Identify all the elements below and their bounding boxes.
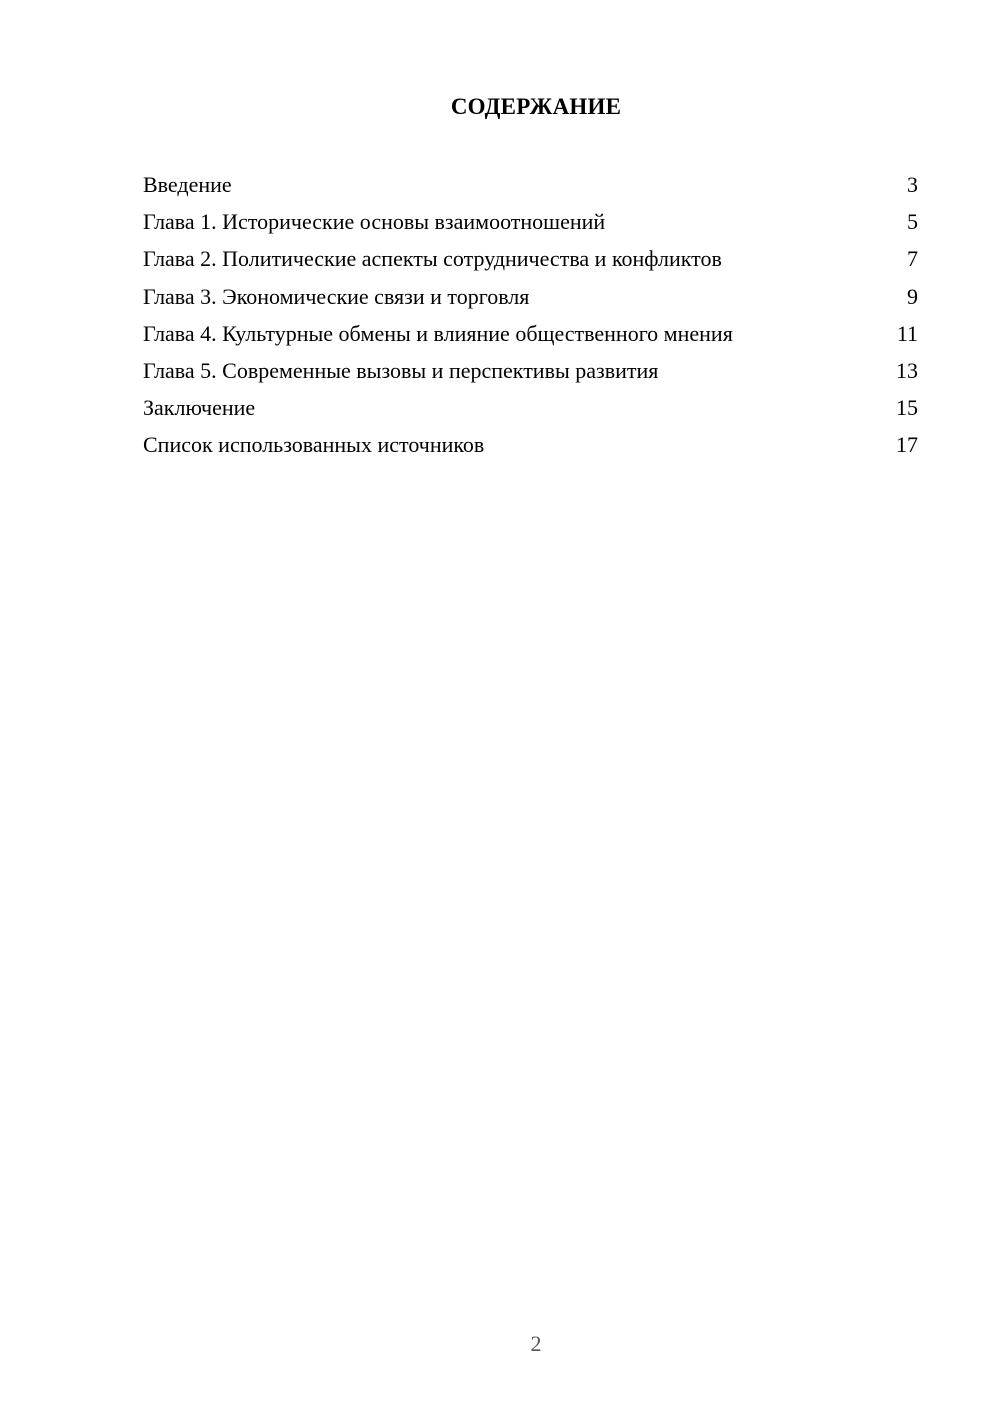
toc-item-page: 7 bbox=[907, 246, 918, 272]
toc-item-chapter-2 bbox=[143, 240, 918, 277]
toc-item-page: 11 bbox=[896, 320, 918, 346]
toc-item-references bbox=[143, 426, 918, 463]
toc-item-label: Глава 3. Экономические связи и торговля bbox=[143, 283, 530, 309]
toc-item-page: 13 bbox=[896, 357, 918, 383]
toc-item-label: Глава 5. Современные вызовы и перспективы развития bbox=[143, 357, 659, 383]
toc-item-conclusion bbox=[143, 389, 918, 426]
toc-item-page: 17 bbox=[896, 432, 918, 458]
table-of-contents bbox=[143, 166, 918, 464]
toc-item-label: Заключение bbox=[143, 395, 256, 421]
toc-item-page: 9 bbox=[907, 283, 918, 309]
toc-item-label: Глава 2. Политические аспекты сотрудничества и конфликтов bbox=[143, 246, 722, 272]
toc-item-chapter-5 bbox=[143, 352, 918, 389]
toc-item-page: 5 bbox=[907, 209, 918, 235]
toc-item-label: Глава 1. Исторические основы взаимоотношений bbox=[143, 209, 606, 235]
page-number: 2 bbox=[530, 1331, 542, 1356]
toc-item-label: Введение bbox=[143, 172, 232, 197]
toc-item-page: 15 bbox=[896, 395, 918, 421]
toc-title: СОДЕРЖАНИЕ bbox=[450, 94, 622, 119]
toc-item-chapter-1 bbox=[143, 203, 918, 240]
toc-item-introduction bbox=[143, 166, 918, 203]
toc-item-label: Глава 4. Культурные обмены и влияние общественного мнения bbox=[143, 320, 733, 346]
toc-item-page: 3 bbox=[907, 172, 918, 197]
toc-item-label: Список использованных источников bbox=[143, 432, 485, 458]
toc-item-chapter-3 bbox=[143, 278, 918, 315]
toc-item-chapter-4 bbox=[143, 315, 918, 352]
